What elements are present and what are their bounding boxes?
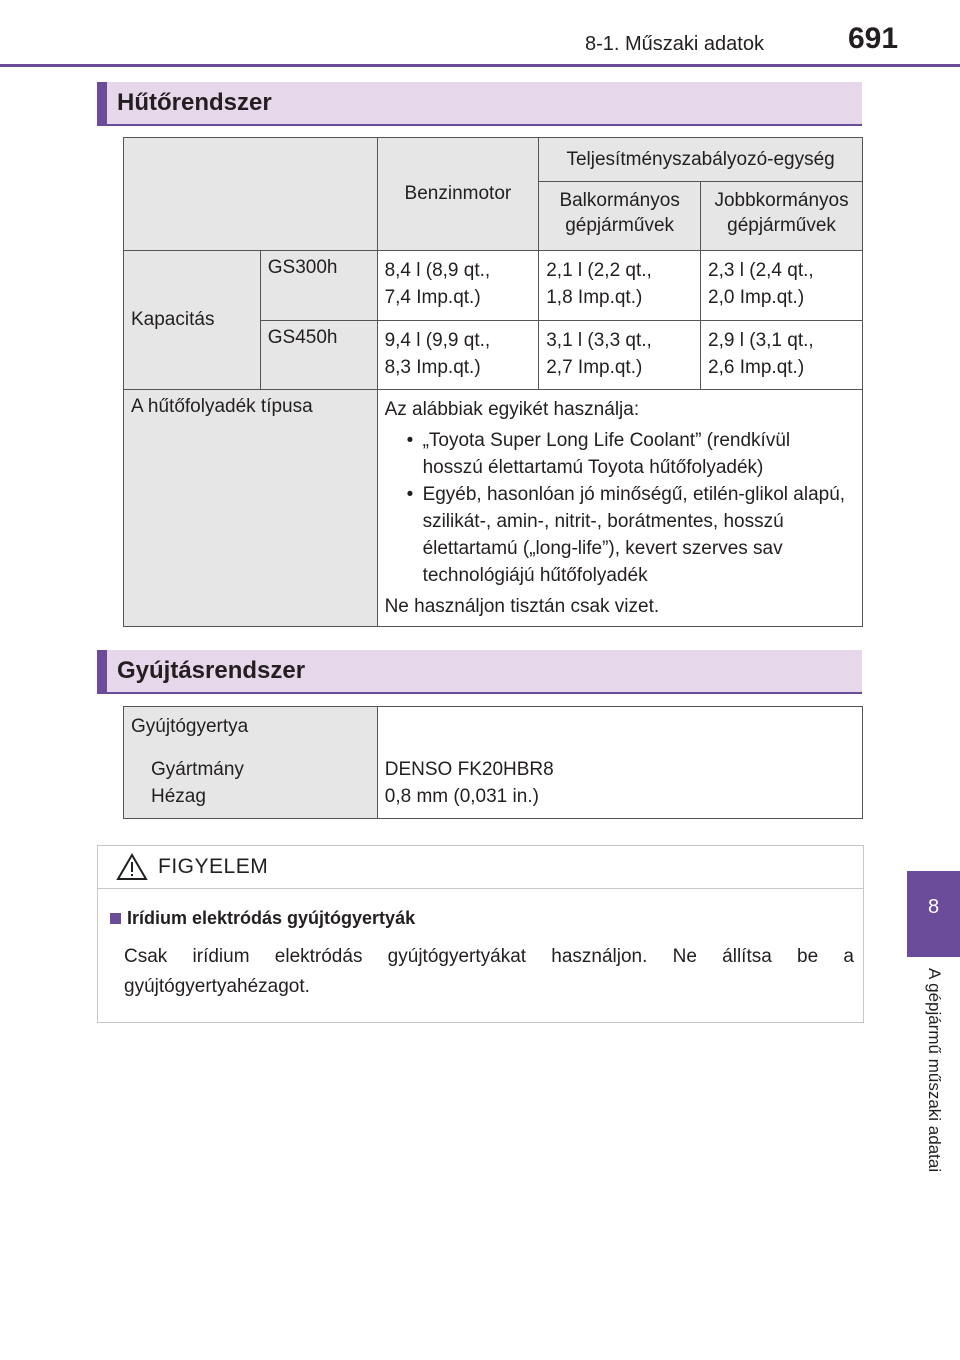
make-value: DENSO FK20HBR8 — [384, 759, 554, 780]
section-heading-ignition — [97, 650, 862, 694]
col-header-pcu: Teljesítményszabályozó-egység — [539, 138, 863, 182]
spark-plug-labels — [124, 707, 378, 819]
header-title: 8-1. Műszaki adatok — [585, 33, 764, 55]
chapter-label — [907, 968, 960, 1208]
gap-label: Hézag — [151, 786, 206, 807]
spark-plug-values — [377, 707, 862, 819]
caution-item-heading — [110, 908, 415, 929]
table-cell: 3,1 l (3,3 qt., 2,7 Imp.qt.) — [539, 321, 701, 390]
coolant-intro: Az alábbiak egyikét használja: — [384, 399, 640, 420]
coolant-note: Ne használjon tisztán csak vizet. — [384, 596, 660, 617]
col-header-lhd: Balkormányos gépjárművek — [539, 182, 701, 251]
row-header-coolant-type: A hűtőfolyadék típusa — [124, 390, 378, 627]
col-header-engine: Benzinmotor — [377, 138, 539, 251]
cooling-table — [123, 137, 863, 627]
page-number: 691 — [848, 22, 899, 55]
chapter-number: 8 — [927, 896, 940, 918]
coolant-type-cell — [377, 390, 862, 627]
list-item: • „Toyota Super Long Life Coolant” (rendkívül hosszú élettartamú Toyota hűtőfolyadék) — [423, 427, 855, 481]
chapter-label-text: A gépjármű műszaki adatai — [924, 968, 944, 1173]
caution-item-title: Irídium elektródás gyújtógyertyák — [127, 908, 416, 928]
table-cell: 2,3 l (2,4 qt., 2,0 Imp.qt.) — [701, 251, 863, 321]
coolant-list — [385, 427, 855, 589]
table-corner — [124, 138, 378, 251]
section-heading-cooling — [97, 82, 862, 126]
caution-box — [97, 845, 864, 1023]
row-header-capacity: Kapacitás — [124, 251, 261, 390]
section-heading-cooling-text: Hűtőrendszer — [117, 89, 272, 116]
list-item: • Egyéb, hasonlóan jó minőségű, etilén-glikol alapú, szilikát-, amin-, nitrit-, borátmentes, hosszú élettartamú („long-life”), kevert szerves sav technológiájú hűtőfolyadék — [423, 481, 855, 589]
gap-value: 0,8 mm (0,031 in.) — [384, 786, 539, 807]
make-label: Gyártmány — [151, 759, 244, 780]
warning-icon — [116, 853, 148, 881]
spark-plug-label: Gyújtógyertya — [131, 716, 249, 737]
table-cell: 2,1 l (2,2 qt., 1,8 Imp.qt.) — [539, 251, 701, 321]
model-label: GS300h — [260, 251, 377, 321]
caution-text: Csak irídium elektródás gyújtógyertyákat használjon. Ne állítsa be a gyújtógyertyahézagot. — [124, 946, 854, 997]
section-heading-ignition-text: Gyújtásrendszer — [117, 657, 306, 684]
ignition-table — [123, 706, 863, 819]
square-bullet-icon — [110, 913, 121, 924]
caution-title: FIGYELEM — [158, 855, 269, 878]
col-header-rhd: Jobbkormányos gépjárművek — [701, 182, 863, 251]
caution-header — [98, 846, 863, 889]
table-cell: 9,4 l (9,9 qt., 8,3 Imp.qt.) — [377, 321, 539, 390]
table-cell: 2,9 l (3,1 qt., 2,6 Imp.qt.) — [701, 321, 863, 390]
table-cell: 8,4 l (8,9 qt., 7,4 Imp.qt.) — [377, 251, 539, 321]
header-divider — [0, 64, 960, 67]
model-label: GS450h — [260, 321, 377, 390]
